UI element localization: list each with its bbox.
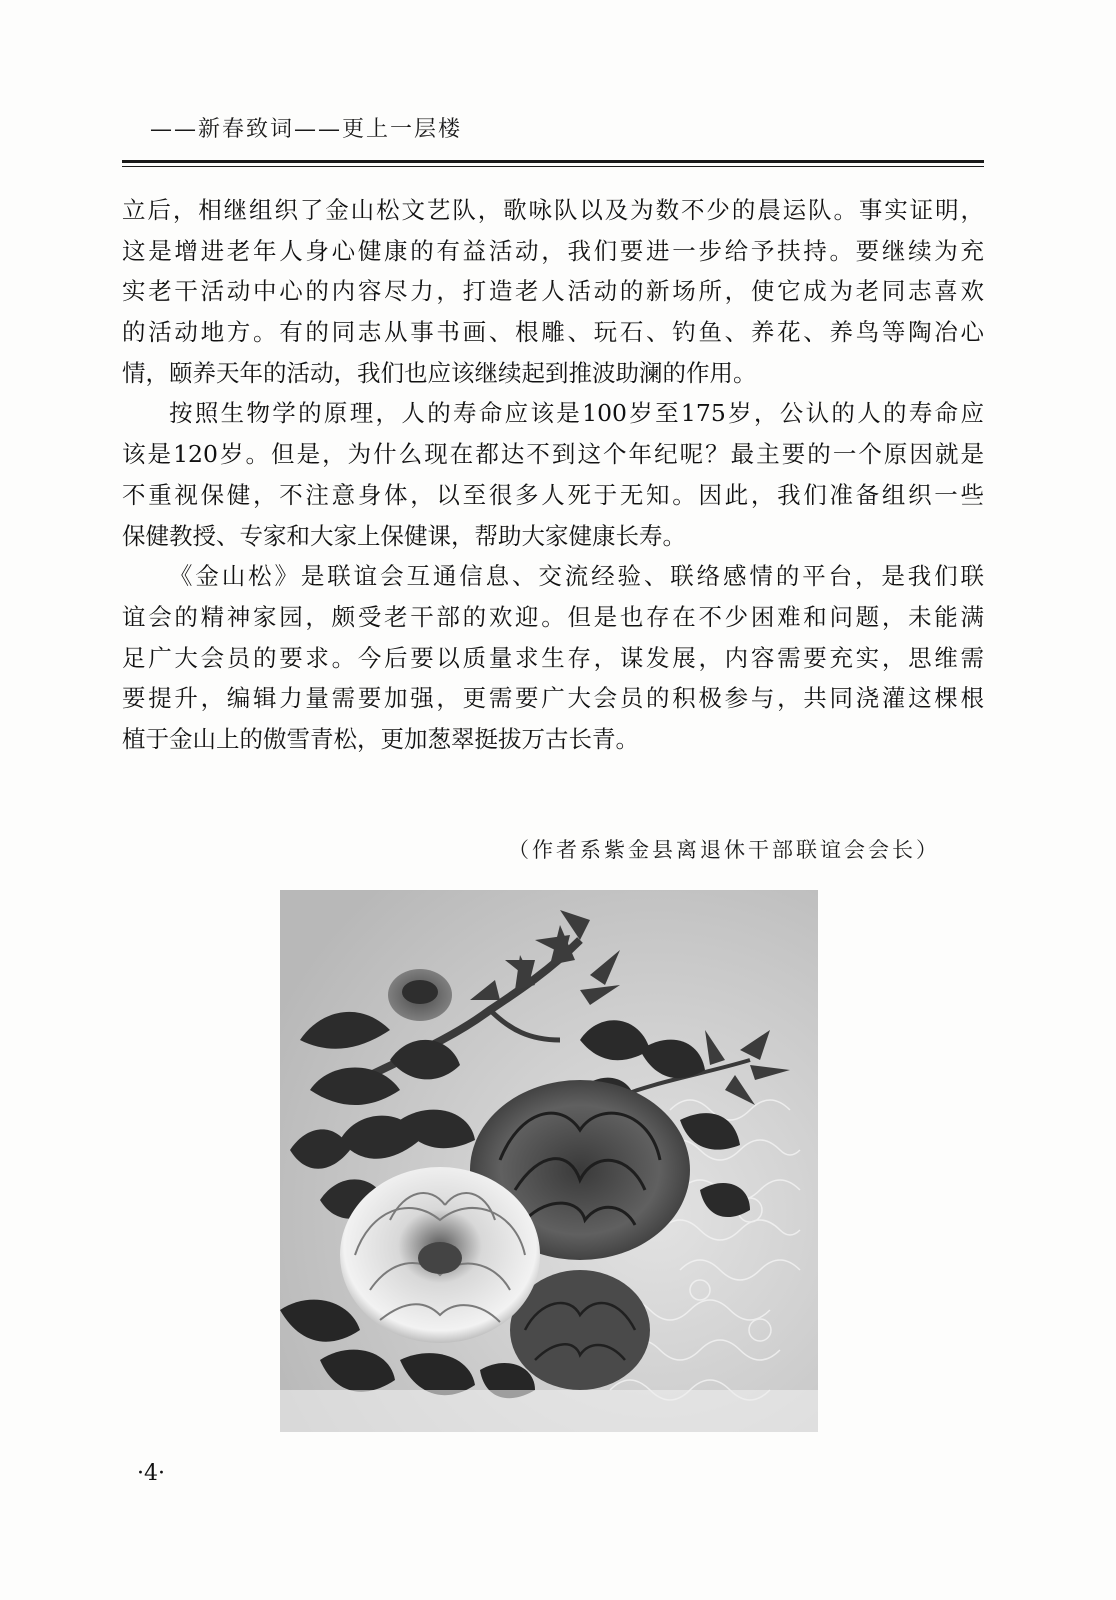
text-line: 足广大会员的要求。今后要以质量求生存，谋发展，内容需要充实，思维需 [122,643,984,672]
article-body [122,190,984,760]
header-rule-thin [122,166,984,167]
text-line: 植于金山上的傲雪青松，更加葱翠挺拔万古长青。 [122,724,639,753]
page-number: ·4· [137,1461,165,1486]
text-line: 情，颐养天年的活动，我们也应该继续起到推波助澜的作用。 [122,358,757,387]
paragraph-3 [122,556,984,759]
text-line: 该是120岁。但是，为什么现在都达不到这个年纪呢？最主要的一个原因就是 [122,440,984,469]
paragraph-2 [122,393,984,556]
text-line: 要提升，编辑力量需要加强，更需要广大会员的积极参与，共同浇灌这棵根 [122,684,984,713]
peony-painting [280,890,818,1432]
peony-painting-graphic [280,890,818,1432]
text-line: 按照生物学的原理，人的寿命应该是100岁至175岁，公认的人的寿命应 [169,399,984,428]
text-line: 保健教授、专家和大家上保健课，帮助大家健康长寿。 [122,521,686,550]
running-header-title: ——新春致词——更上一层楼 [150,117,463,142]
text-line: 谊会的精神家园，颇受老干部的欢迎。但是也存在不少困难和问题，未能满 [122,602,984,631]
text-line: 《金山松》是联谊会互通信息、交流经验、联络感情的平台，是我们联 [169,562,984,591]
text-line: 的活动地方。有的同志从事书画、根雕、玩石、钓鱼、养花、养鸟等陶冶心 [122,318,984,347]
header-rule-thick [122,160,984,163]
paragraph-1 [122,190,984,393]
author-byline: （作者系紫金县离退休干部联谊会会长） [508,838,940,862]
text-line: 这是增进老年人身心健康的有益活动，我们要进一步给予扶持。要继续为充 [122,236,984,265]
text-line: 立后，相继组织了金山松文艺队，歌咏队以及为数不少的晨运队。事实证明， [122,196,984,224]
text-line: 不重视保健，不注意身体，以至很多人死于无知。因此，我们准备组织一些 [122,480,984,509]
text-line: 实老干活动中心的内容尽力，打造老人活动的新场所，使它成为老同志喜欢 [122,277,984,306]
